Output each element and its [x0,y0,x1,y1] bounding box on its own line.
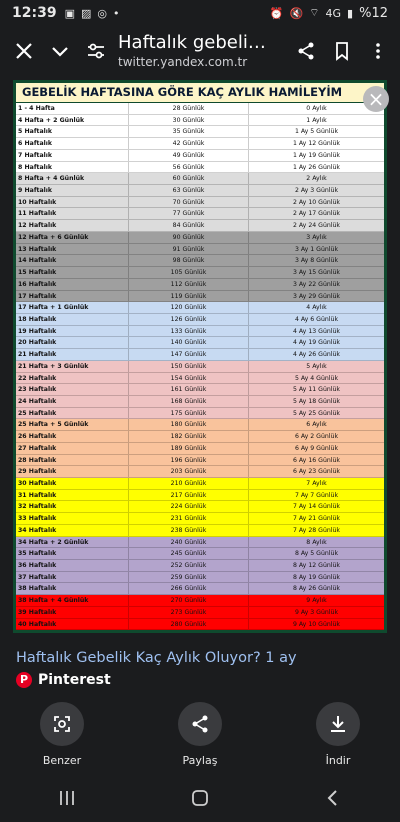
week-cell: 11 Haftalık [18,210,57,218]
battery-level: %12 [359,5,388,21]
months-cell: 9 Ay 3 Günlük [248,607,384,618]
week-cell: 20 Haftalık [18,339,57,347]
days-cell: 133 Günlük [128,326,248,337]
table-row [16,548,384,560]
image-icon: ▨ [80,6,92,20]
bookmark-icon [332,41,352,61]
table-row [16,115,384,127]
months-cell: 2 Ay 24 Günlük [248,220,384,231]
table-row [16,466,384,478]
months-cell: 3 Ay 22 Günlük [248,279,384,290]
days-cell: 70 Günlük [128,197,248,208]
months-cell: 2 Ay 17 Günlük [248,208,384,219]
week-cell: 21 Haftalık [18,351,57,359]
months-cell: 8 Aylık [248,537,384,548]
days-cell: 147 Günlük [128,349,248,360]
months-cell: 6 Aylık [248,419,384,430]
table-row [16,255,384,267]
table-row [16,232,384,244]
bookmark-button[interactable] [324,33,360,69]
nav-home-button[interactable] [190,788,210,812]
page-title: Haftalık gebeli… [118,32,266,53]
days-cell: 175 Günlük [128,408,248,419]
months-cell: 8 Ay 26 Günlük [248,583,384,594]
week-cell: 27 Haftalık [18,444,57,452]
week-cell: 38 Haftalık [18,585,57,593]
days-cell: 56 Günlük [128,162,248,173]
week-cell: 10 Haftalık [18,198,57,206]
days-cell: 161 Günlük [128,384,248,395]
days-cell: 140 Günlük [128,337,248,348]
days-cell: 126 Günlük [128,314,248,325]
days-cell: 231 Günlük [128,513,248,524]
days-cell: 98 Günlük [128,255,248,266]
notification-icon: ▣ [64,6,75,20]
week-cell: 12 Haftalık [18,222,57,230]
table-row [16,443,384,455]
months-cell: 5 Ay 11 Günlük [248,384,384,395]
nav-back-button[interactable] [323,788,343,812]
months-cell: 3 Ay 29 Günlük [248,291,384,302]
table-row [16,150,384,162]
week-cell: 7 Haftalık [18,151,52,159]
status-bar [0,0,400,26]
months-cell: 2 Aylık [248,173,384,184]
week-cell: 34 Haftalık [18,526,57,534]
months-cell: 4 Ay 26 Günlük [248,349,384,360]
days-cell: 210 Günlük [128,478,248,489]
months-cell: 8 Ay 19 Günlük [248,572,384,583]
days-cell: 182 Günlük [128,431,248,442]
months-cell: 4 Ay 13 Günlük [248,326,384,337]
network-label: 4G [325,6,342,20]
table-row [16,197,384,209]
days-cell: 119 Günlük [128,291,248,302]
table-row [16,126,384,138]
week-cell: 25 Haftalık [18,409,57,417]
filter-button[interactable] [78,33,114,69]
table-row [16,337,384,349]
table-row [16,373,384,385]
months-cell: 3 Ay 8 Günlük [248,255,384,266]
nav-recents-icon [57,788,77,808]
days-cell: 77 Günlük [128,208,248,219]
image-close-button[interactable] [363,86,389,112]
days-cell: 238 Günlük [128,525,248,536]
more-vert-icon [368,41,388,61]
nav-recents-button[interactable] [57,788,77,812]
months-cell: 3 Ay 1 Günlük [248,244,384,255]
months-cell: 8 Ay 5 Günlük [248,548,384,559]
week-cell: 34 Hafta + 2 Günlük [18,538,89,546]
week-cell: 31 Haftalık [18,491,57,499]
days-cell: 196 Günlük [128,455,248,466]
week-cell: 17 Haftalık [18,292,57,300]
similar-label: Benzer [42,754,82,767]
months-cell: 6 Ay 23 Günlük [248,466,384,477]
months-cell: 6 Ay 9 Günlük [248,443,384,454]
days-cell: 63 Günlük [128,185,248,196]
days-cell: 259 Günlük [128,572,248,583]
table-row [16,619,384,631]
days-cell: 189 Günlük [128,443,248,454]
days-cell: 49 Günlük [128,150,248,161]
days-cell: 42 Günlük [128,138,248,149]
mute-icon: 🔇 [289,6,304,20]
similar-button[interactable] [22,702,102,767]
close-icon: × [367,87,385,111]
months-cell: 6 Ay 16 Günlük [248,455,384,466]
share-icon [296,41,316,61]
week-cell: 35 Haftalık [18,550,57,558]
months-cell: 9 Aylık [248,595,384,606]
close-icon [14,41,34,61]
months-cell: 7 Ay 28 Günlük [248,525,384,536]
table-row [16,408,384,420]
alarm-icon: ⏰ [269,6,284,20]
days-cell: 217 Günlük [128,490,248,501]
months-cell: 7 Ay 14 Günlük [248,501,384,512]
table-row [16,267,384,279]
share-top-button[interactable] [288,33,324,69]
week-cell: 19 Haftalık [18,327,57,335]
download-label: İndir [325,754,351,767]
days-cell: 105 Günlük [128,267,248,278]
nav-home-icon [190,788,210,808]
dot-icon: • [113,6,120,20]
download-button[interactable] [298,702,378,767]
table-row [16,396,384,408]
table-row [16,560,384,572]
collapse-button[interactable] [42,33,78,69]
week-cell: 24 Haftalık [18,397,57,405]
months-cell: 5 Ay 25 Günlük [248,408,384,419]
image-caption[interactable]: Haftalık Gebelik Kaç Aylık Oluyor? 1 ay [16,650,297,666]
pregnancy-table [16,103,384,630]
months-cell: 5 Aylık [248,361,384,372]
week-cell: 17 Hafta + 1 Günlük [18,304,89,312]
months-cell: 1 Ay 12 Günlük [248,138,384,149]
table-row [16,361,384,373]
week-cell: 29 Haftalık [18,468,57,476]
action-bar [0,702,400,772]
months-cell: 1 Ay 5 Günlük [248,126,384,137]
table-row [16,326,384,338]
table-row [16,349,384,361]
table-row [16,384,384,396]
days-cell: 154 Günlük [128,373,248,384]
table-row [16,244,384,256]
months-cell: 1 Ay 26 Günlük [248,162,384,173]
week-cell: 6 Haftalık [18,140,52,148]
share-label: Paylaş [182,754,218,767]
table-row [16,525,384,537]
table-row [16,431,384,443]
months-cell: 9 Ay 10 Günlük [248,619,384,630]
days-cell: 60 Günlük [128,173,248,184]
week-cell: 22 Haftalık [18,374,57,382]
table-title: GEBELİK HAFTASINA GÖRE KAÇ AYLIK HAMİLEYİM [16,83,384,102]
week-cell: 25 Hafta + 5 Günlük [18,421,89,429]
signal-icon: ▮ [347,6,354,20]
months-cell: 3 Ay 15 Günlük [248,267,384,278]
days-cell: 112 Günlük [128,279,248,290]
table-row [16,455,384,467]
months-cell: 1 Aylık [248,115,384,126]
months-cell: 2 Ay 3 Günlük [248,185,384,196]
days-cell: 150 Günlük [128,361,248,372]
table-row [16,572,384,584]
months-cell: 2 Ay 10 Günlük [248,197,384,208]
table-row [16,103,384,115]
days-cell: 280 Günlük [128,619,248,630]
months-cell: 7 Ay 7 Günlük [248,490,384,501]
months-cell: 7 Aylık [248,478,384,489]
pinterest-icon: P [16,672,32,688]
table-row [16,490,384,502]
days-cell: 245 Günlük [128,548,248,559]
week-cell: 9 Haftalık [18,187,52,195]
days-cell: 120 Günlük [128,302,248,313]
week-cell: 37 Haftalık [18,573,57,581]
week-cell: 28 Haftalık [18,456,57,464]
days-cell: 30 Günlük [128,115,248,126]
days-cell: 35 Günlük [128,126,248,137]
months-cell: 7 Ay 21 Günlük [248,513,384,524]
days-cell: 203 Günlük [128,466,248,477]
close-button[interactable] [6,33,42,69]
months-cell: 3 Aylık [248,232,384,243]
months-cell: 5 Ay 18 Günlük [248,396,384,407]
wifi-icon: ⌔ [309,6,320,19]
nav-back-icon [323,788,343,808]
top-bar [0,28,400,74]
days-cell: 84 Günlük [128,220,248,231]
more-button[interactable] [360,33,396,69]
days-cell: 28 Günlük [128,103,248,114]
table-row [16,513,384,525]
months-cell: 5 Ay 4 Günlük [248,373,384,384]
filter-icon [86,41,106,61]
table-row [16,314,384,326]
source-label: Pinterest [38,672,111,688]
table-row [16,138,384,150]
week-cell: 33 Haftalık [18,515,57,523]
table-row [16,279,384,291]
months-cell: 1 Ay 19 Günlük [248,150,384,161]
table-row [16,173,384,185]
table-row [16,501,384,513]
days-cell: 180 Günlük [128,419,248,430]
months-cell: 8 Ay 12 Günlük [248,560,384,571]
page-url: twitter.yandex.com.tr [118,55,248,69]
week-cell: 36 Haftalık [18,562,57,570]
months-cell: 4 Aylık [248,302,384,313]
table-row [16,185,384,197]
table-row [16,162,384,174]
week-cell: 26 Haftalık [18,433,57,441]
result-image[interactable] [13,80,387,633]
days-cell: 240 Günlük [128,537,248,548]
days-cell: 270 Günlük [128,595,248,606]
days-cell: 91 Günlük [128,244,248,255]
week-cell: 4 Hafta + 2 Günlük [18,116,85,124]
title-block[interactable] [118,32,288,70]
days-cell: 273 Günlük [128,607,248,618]
week-cell: 16 Haftalık [18,280,57,288]
week-cell: 8 Haftalık [18,163,52,171]
table-row [16,208,384,220]
table-row [16,583,384,595]
table-row [16,419,384,431]
table-row [16,607,384,619]
months-cell: 4 Ay 19 Günlük [248,337,384,348]
week-cell: 8 Hafta + 4 Günlük [18,175,85,183]
week-cell: 32 Haftalık [18,503,57,511]
week-cell: 39 Haftalık [18,608,57,616]
lens-icon [52,714,72,734]
week-cell: 13 Haftalık [18,245,57,253]
week-cell: 12 Hafta + 6 Günlük [18,233,89,241]
week-cell: 1 - 4 Hafta [18,105,55,112]
week-cell: 30 Haftalık [18,480,57,487]
share-icon [190,714,210,734]
table-row [16,220,384,232]
days-cell: 266 Günlük [128,583,248,594]
days-cell: 168 Günlük [128,396,248,407]
table-row [16,595,384,607]
status-time: 12:39 [12,5,57,21]
months-cell: 0 Aylık [248,103,384,114]
table-row [16,291,384,303]
days-cell: 90 Günlük [128,232,248,243]
months-cell: 4 Ay 6 Günlük [248,314,384,325]
week-cell: 23 Haftalık [18,386,57,394]
week-cell: 14 Haftalık [18,257,57,265]
system-nav-bar [0,778,400,822]
days-cell: 224 Günlük [128,501,248,512]
table-row [16,537,384,549]
week-cell: 15 Haftalık [18,269,57,277]
source-link[interactable] [16,672,111,688]
week-cell: 38 Hafta + 4 Günlük [18,597,89,605]
week-cell: 5 Haftalık [18,128,52,136]
days-cell: 252 Günlük [128,560,248,571]
download-icon [328,714,348,734]
table-row [16,302,384,314]
week-cell: 18 Haftalık [18,315,57,323]
months-cell: 6 Ay 2 Günlük [248,431,384,442]
instagram-icon: ◎ [97,6,107,20]
chevron-down-icon [50,41,70,61]
share-button[interactable] [160,702,240,767]
week-cell: 21 Hafta + 3 Günlük [18,362,89,370]
week-cell: 40 Haftalık [18,620,57,628]
table-row [16,478,384,490]
